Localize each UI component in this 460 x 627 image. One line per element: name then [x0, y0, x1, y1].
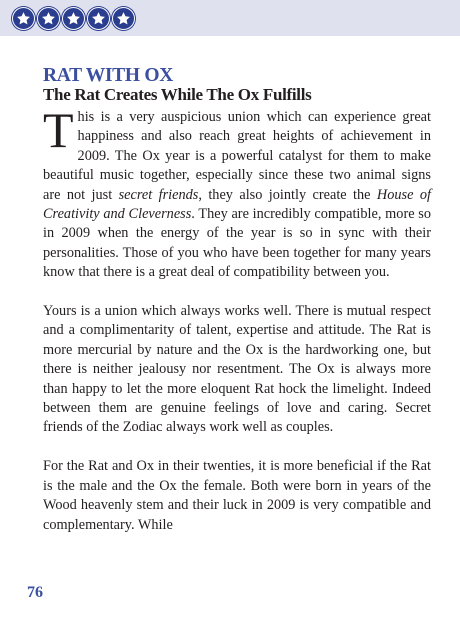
text-run: his is a very auspicious union which can experience great happiness and also reach great heights of achievement in 2009. The Ox year is a powerful catalyst for them to make beautiful music together, especially since these two animal signs are not just [43, 109, 431, 203]
italic-phrase: House of Creativity and Cleverness [43, 186, 431, 223]
article [43, 66, 431, 535]
star-icon [37, 7, 60, 30]
text-run: . They are incredibly compatible, more so in 2009 when the energy of the year is so in sync with their personalities. Those of you who have been together for many years know that there is a great deal of compatibility between you. [43, 206, 432, 281]
star-icon [62, 7, 85, 30]
article-body [43, 102, 432, 535]
text-run: Yours is a union which always works well. There is mutual respect and a complimentarity of talent, expertise and attitude. The Rat is more mercurial by nature and the Ox is the hardworking one, but there is neither jealousy nor resentment. The Ox is always more than happy to let the more eloquent Rat hock the limelight. Indeed between them are genuine feelings of love and caring. Secret friends of the Zodiac always work well as couples. [43, 303, 431, 436]
star-icon [87, 7, 110, 30]
article-title: RAT WITH OX [43, 65, 173, 86]
star-icon [112, 7, 135, 30]
rating-stars [12, 7, 135, 30]
paragraph [43, 102, 432, 283]
text-run: For the Rat and Ox in their twenties, it is more beneficial if the Rat is the male and the Ox the female. Both were born in years of the Wood heavenly stem and their luck in 2009 is very compatible and complementary. While [43, 458, 431, 533]
article-subtitle: The Rat Creates While The Ox Fulfills [43, 85, 312, 104]
page-number: 76 [27, 584, 43, 601]
header-band [0, 0, 460, 36]
paragraph [43, 302, 431, 438]
drop-cap: T [43, 102, 74, 158]
text-run: , they also jointly create the [198, 186, 377, 203]
star-icon [12, 7, 35, 30]
paragraph [43, 457, 431, 535]
italic-phrase: secret friends [118, 186, 199, 203]
